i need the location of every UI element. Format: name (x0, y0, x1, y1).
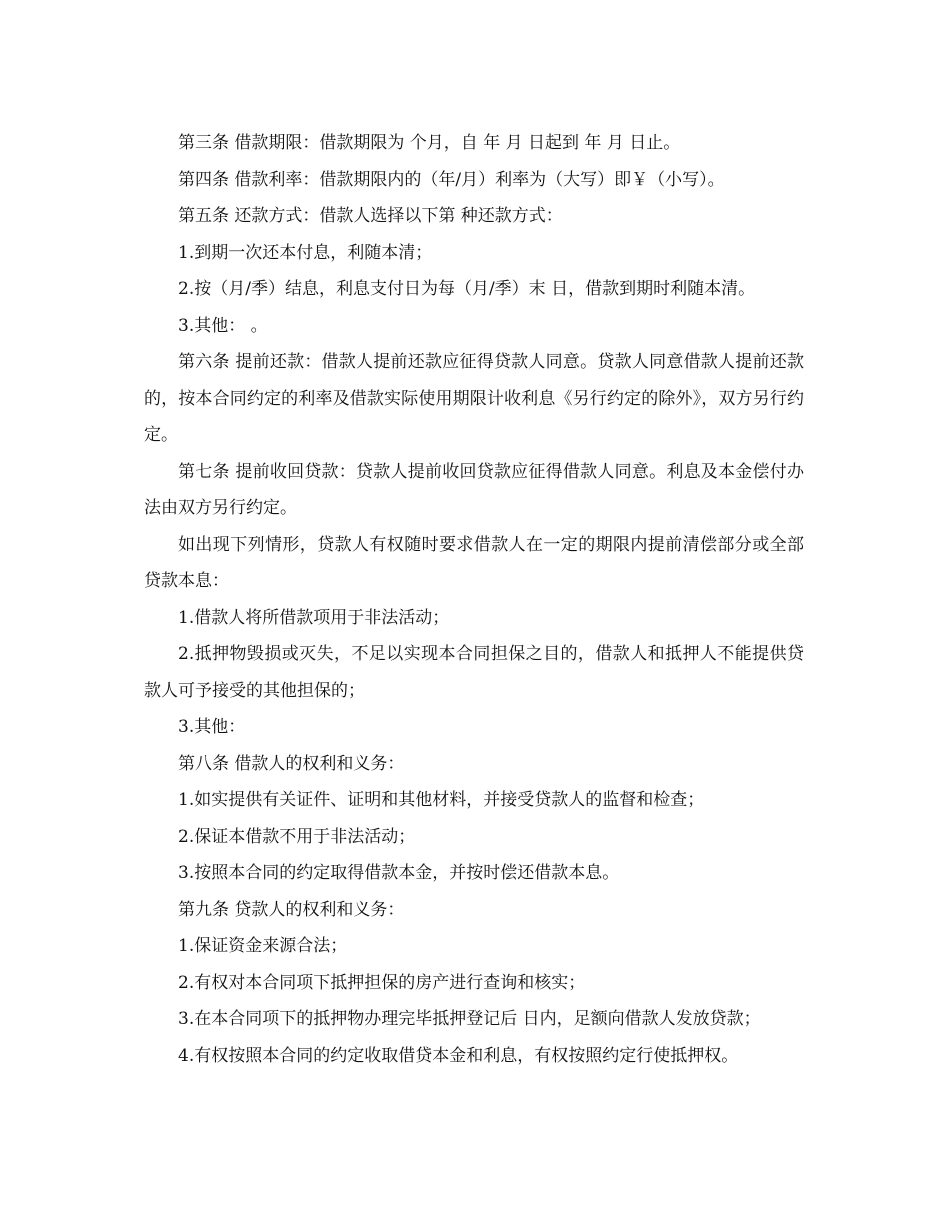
borrower-duty-3: 3.按照本合同的约定取得借款本金，并按时偿还借款本息。 (178, 863, 620, 883)
article-5-repayment-method: 第五条 还款方式：借款人选择以下第 种还款方式： (178, 206, 563, 226)
early-recall-conditions: 如出现下列情形，贷款人有权随时要求借款人在一定的期限内提前清偿部分或全部贷款本息： (144, 534, 804, 591)
article-8-borrower-rights: 第八条 借款人的权利和义务： (178, 753, 405, 774)
article-7-early-recall: 第七条 提前收回贷款：贷款人提前收回贷款应征得借款人同意。利息及本金偿付办法由双方另行约定。 (144, 461, 804, 518)
lender-duty-1: 1.保证资金来源合法； (178, 936, 348, 956)
lender-duty-2: 2.有权对本合同项下抵押担保的房产进行查询和核实； (178, 972, 586, 993)
recall-condition-2: 2.抵押物毁损或灭失，不足以实现本合同担保之目的，借款人和抵押人不能提供贷款人可予接受的其他担保的； (144, 644, 804, 701)
repayment-option-3: 3.其他： 。 (178, 315, 268, 336)
document-body (144, 125, 804, 1074)
repayment-option-2: 2.按（月/季）结息，利息支付日为每（月/季）末 日，借款到期时利随本清。 (178, 279, 756, 299)
lender-duty-3: 3.在本合同项下的抵押物办理完毕抵押登记后 日内，足额向借款人发放贷款； (178, 1009, 761, 1029)
article-3-term: 第三条 借款期限：借款期限为 个月，自 年 月 日起到 年 月 日止。 (178, 133, 681, 153)
article-4-interest-rate: 第四条 借款利率：借款期限内的（年/月）利率为（大写）即￥（小写）。 (178, 169, 725, 190)
repayment-option-1: 1.到期一次还本付息，利随本清； (178, 242, 433, 263)
borrower-duty-2: 2.保证本借款不用于非法活动； (178, 826, 416, 847)
lender-duty-4: 4.有权按照本合同的约定收取借贷本金和利息，有权按照约定行使抵押权。 (178, 1045, 739, 1066)
article-9-lender-rights: 第九条 贷款人的权利和义务： (178, 899, 405, 920)
recall-condition-3: 3.其他： (178, 717, 246, 737)
recall-condition-1: 1.借款人将所借款项用于非法活动； (178, 607, 450, 628)
borrower-duty-1: 1.如实提供有关证件、证明和其他材料，并接受贷款人的监督和检查； (178, 790, 705, 810)
article-6-early-repayment: 第六条 提前还款：借款人提前还款应征得贷款人同意。贷款人同意借款人提前还款的，按本合同约定的利率及借款实际使用期限计收利息《另行约定的除外》，双方另行约定。 (144, 352, 804, 445)
